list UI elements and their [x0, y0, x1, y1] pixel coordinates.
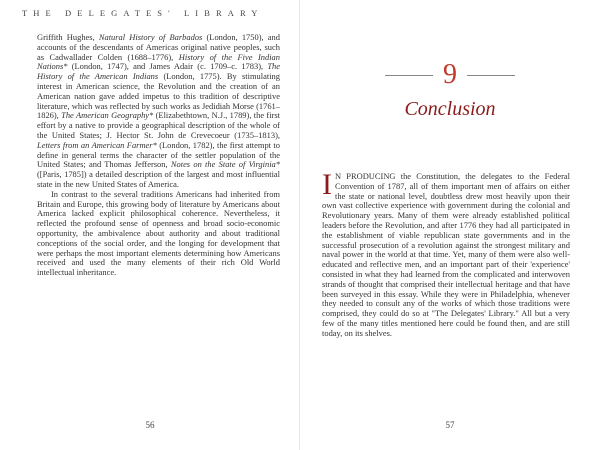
- body-text-run: In contrast to the several traditions Americans had inherited from Britain and Europe, this growing body of literature by Americans about America lacked explicit philosophical coherence. Nevertheless, it reflected the profound sense of openness and broad socio-economic opportunity, the ambivalence about authority and about traditional conceptions of the social order, and the longing for development that were perhaps the most important elements determining how Americans received and used the many elements of their rich Old World intellectual inheritance.: [37, 188, 280, 278]
- body-text-run: (Elizabethtown, N.J., 1789), the first effort by a native to provide a geographical description of the whole of the United States; J. Hector St. John de Crevecoeur (1735–1813),: [37, 110, 280, 140]
- running-head: THE DELEGATES' LIBRARY: [22, 8, 264, 18]
- right-page: [300, 0, 600, 450]
- body-text-run: (London, 1775). By stimulating interest in American science, the Revolution and the creation of an American nation gave added impetus to this tradition of descriptive literature, which was reflected by such works as Jedidiah Morse (1761–1826),: [37, 71, 280, 121]
- drop-cap: I: [322, 168, 332, 201]
- body-text-run: (London, 1750), and accounts of the descendants of Americas original native peoples, such as Cadwallader Colden (1688–1776),: [37, 32, 280, 62]
- chapter-heading: [300, 60, 600, 121]
- paragraph: [37, 33, 280, 190]
- chapter-number-block: [300, 60, 600, 90]
- book-title-text: History of the Five Indian Nations*: [37, 51, 280, 72]
- ornament-rule-left: [385, 75, 433, 76]
- body-text-run: (London, 1782), the first attempt to define in general terms the character of the settler population of the United States; and Thomas Jefferson,: [37, 139, 280, 170]
- page-number: 57: [445, 420, 455, 430]
- page-number: 56: [145, 420, 155, 430]
- ornament-rule-right: [467, 75, 515, 76]
- opening-text: N PRODUCING the Constitution, the delegates to the Federal Convention of 1787, all of them important men of affairs on either the state or national level, doubtless drew most heavily upon their own vast collective experience with government during the colonial and Revolutionary years. Many of them were already established political leaders before the Revolution, and after 1776 they had all participated in the establishment of viable republican state governments and in the successful prosecution of a revolution against the strongest military and naval power in the world at that time. Yet, many of them were also well-educated and reflective men, and an important part of their 'experience' consisted in what they had learned from the complicated and interwoven strands of thought that comprised their intellectual heritage and that have been surveyed in this essay. While they were in Philadelphia, whenever they needed to consult any of the works of which those traditions were comprised, they could do so at "The Delegates' Library." All but a very few of the many titles mentioned here could be found then, and are still today, on its shelves.: [322, 171, 570, 338]
- body-text-run: (London, 1747), and James Adair (c. 1709–c. 1783),: [67, 61, 268, 72]
- chapter-number: 9: [443, 59, 457, 90]
- paragraph: [37, 190, 280, 278]
- book-title-text: Notes on the State of Virginia*: [170, 159, 280, 170]
- body-text-run: Griffith Hughes,: [37, 32, 99, 42]
- book-title-text: Letters from an American Farmer*: [37, 139, 157, 150]
- body-text-run: ([Paris, 1785]) a detailed description of the largest and most influential state in the new United States of America.: [37, 169, 280, 189]
- book-title-text: The American Geography*: [61, 110, 154, 121]
- chapter-opening-text: [322, 168, 570, 339]
- opening-paragraph: [322, 168, 570, 339]
- book-title-text: Natural History of Barbados: [98, 32, 203, 42]
- book-title-text: The History of the American Indians: [37, 61, 280, 82]
- left-page-body: [37, 33, 280, 278]
- chapter-title: Conclusion: [404, 98, 496, 120]
